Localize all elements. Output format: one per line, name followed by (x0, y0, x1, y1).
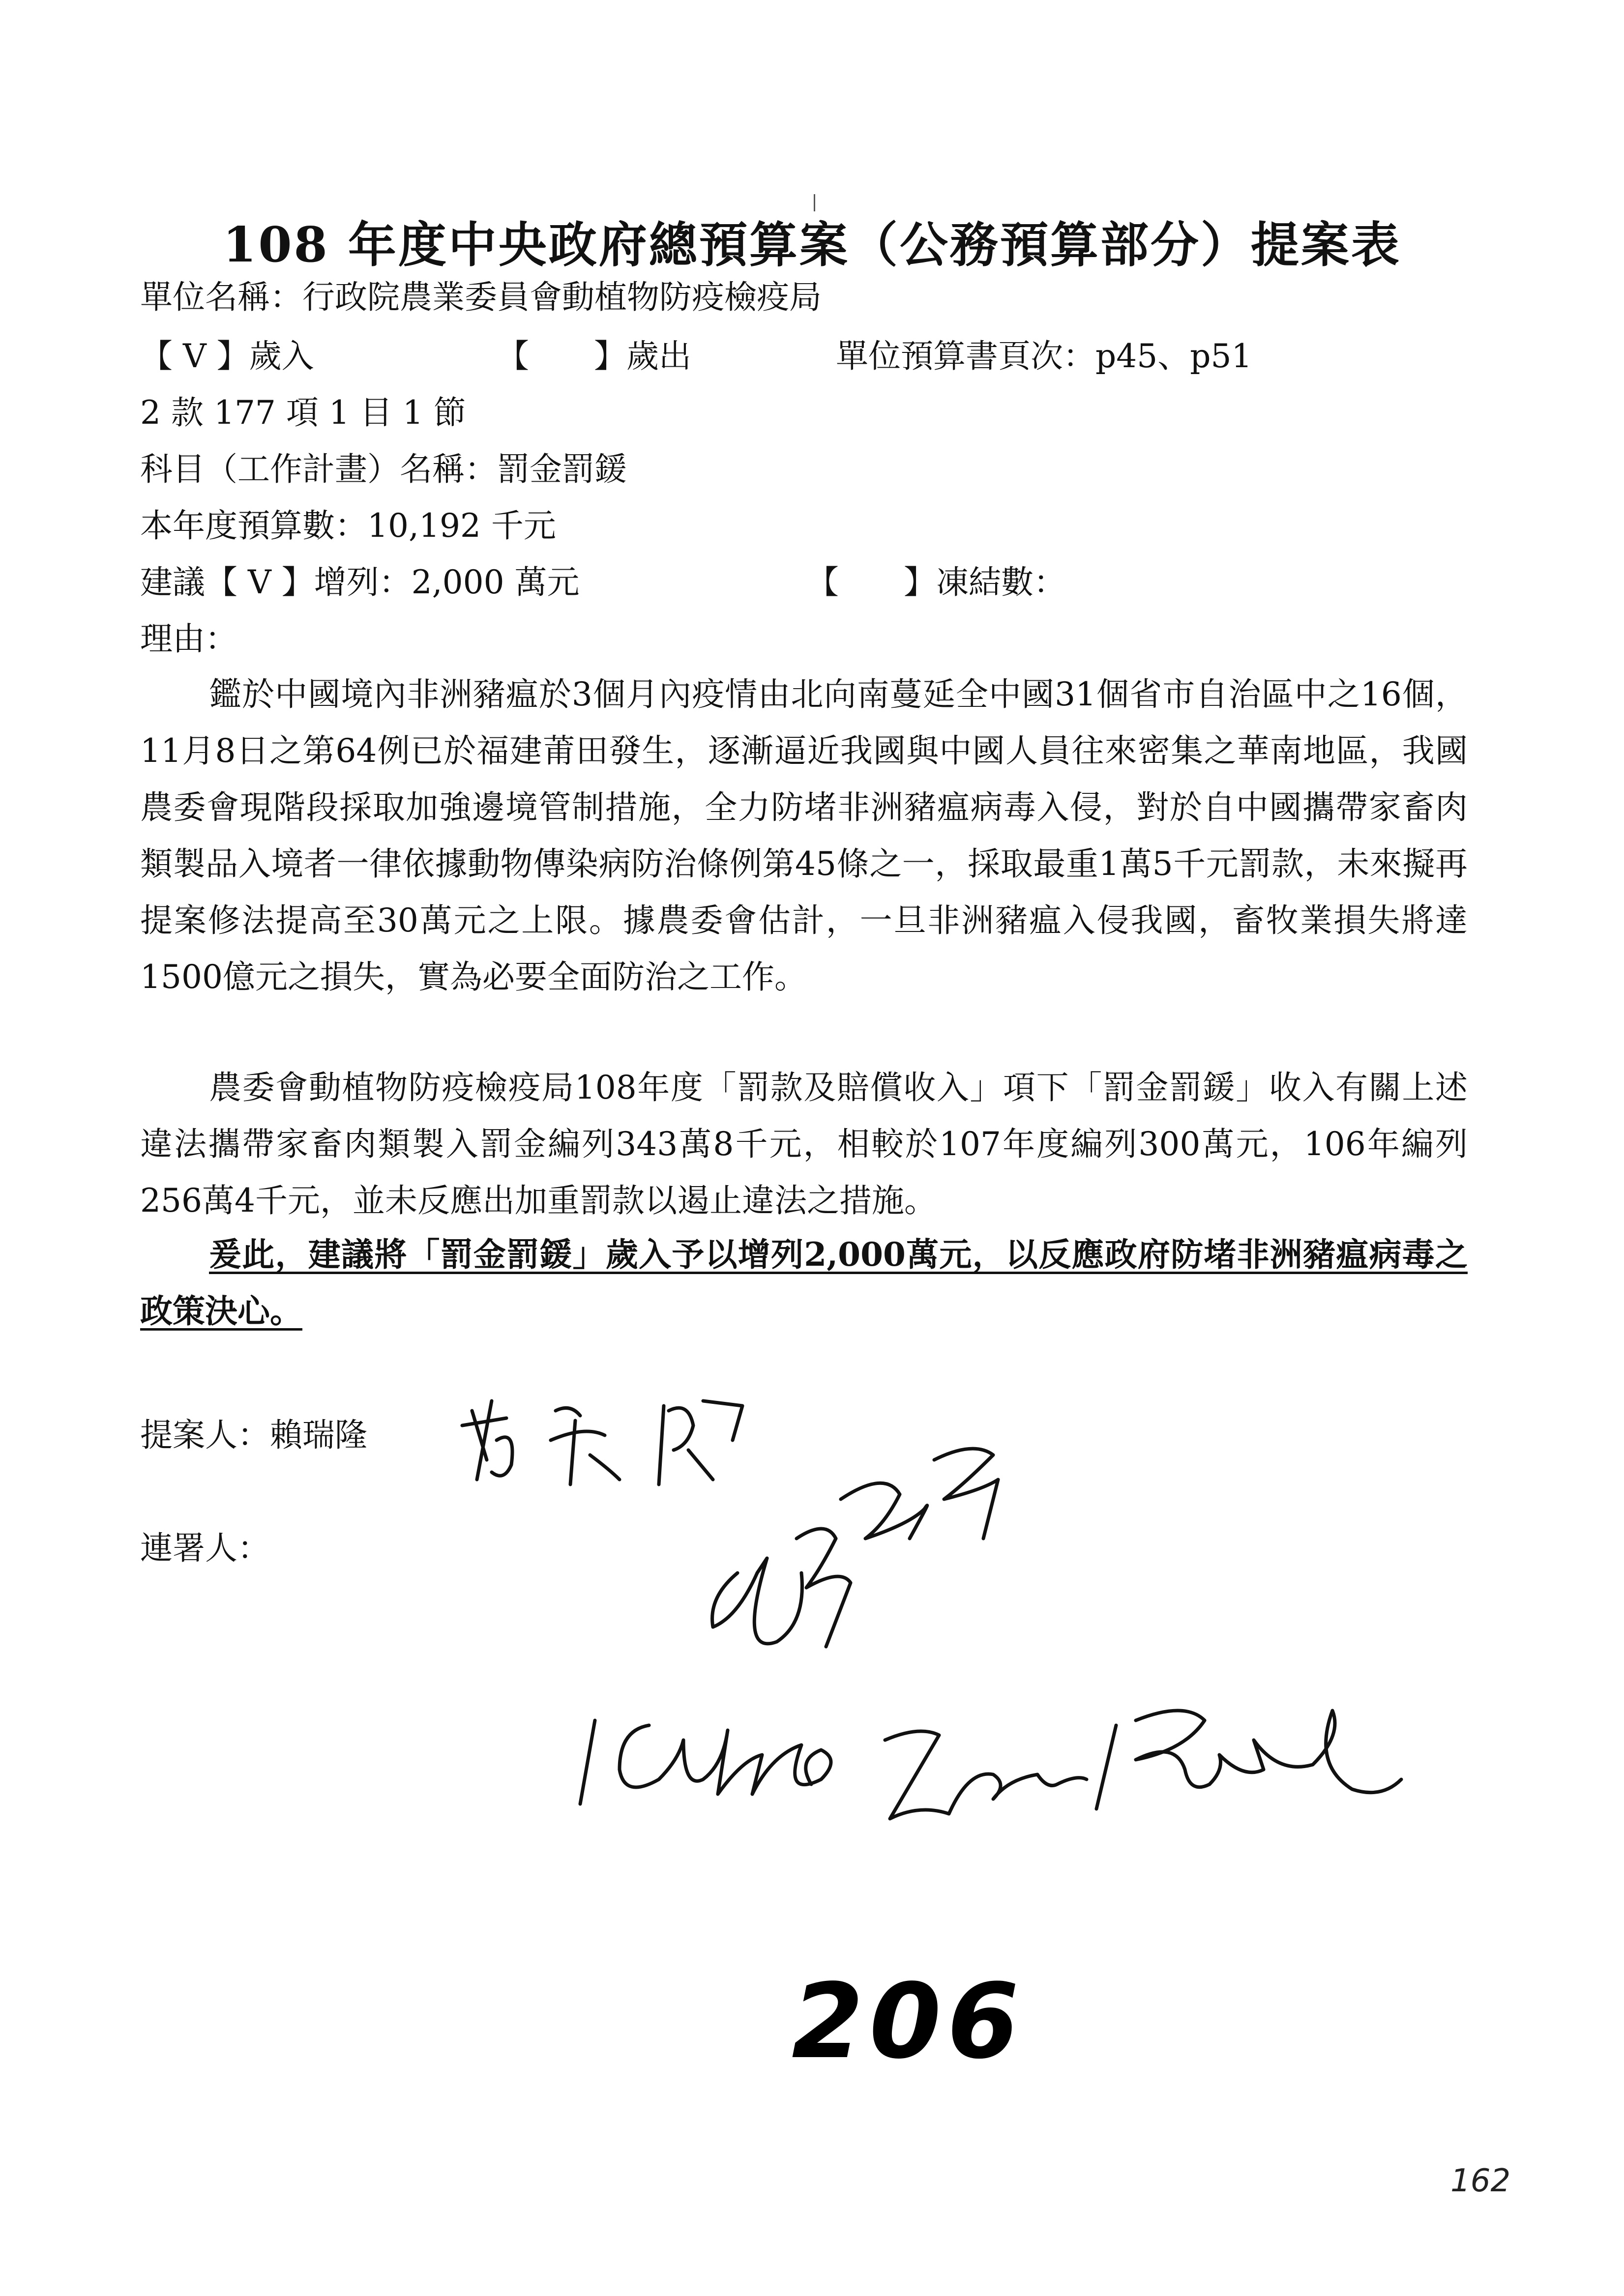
cosigner-label: 連署人： (140, 1529, 270, 1567)
cosigner-signature-1 (679, 1411, 1033, 1686)
unit-name: 單位名稱：行政院農業委員會動植物防疫檢疫局 (140, 278, 822, 316)
proposer-label: 提案人：賴瑞隆 (140, 1416, 367, 1454)
annual-budget: 本年度預算數：10,192 千元 (140, 507, 556, 545)
budget-page-reference: 單位預算書頁次：p45、p51 (836, 337, 1252, 375)
reason-label: 理由： (140, 620, 237, 658)
reason-paragraph-1: 鑑於中國境內非洲豬瘟於3個月內疫情由北向南蔓延全中國31個省市自治區中之16個，11月8日之第64例已於福建莆田發生，逐漸逼近我國與中國人員往來密集之華南地區，我國農委會現階段採取加強邊境管制措施，全力防堵非洲豬瘟病毒入侵，對於自中國攜帶家畜肉類製品入境者一律依據動物傳染病防治條例第45條之一，採取最重1萬5千元罰款，未來擬再提案修法提高至30萬元之上限。據農委會估計，一旦非洲豬瘟入侵我國，畜牧業損失將達1500億元之損失，實為必要全面防治之工作。 (140, 675, 1468, 996)
proposal-increase: 建議【 V 】增列：2,000 萬元 (140, 563, 580, 601)
cosigner-signature-2 (565, 1681, 1426, 1848)
corner-number: 162 (1450, 2163, 1511, 2199)
revenue-checkbox: 【 V 】歲入 (140, 337, 314, 375)
reason-paragraph-2: 農委會動植物防疫檢疫局108年度「罰款及賠償收入」項下「罰金罰鍰」收入有關上述違法攜帶家畜肉類製入罰金編列343萬8千元，相較於107年度編列300萬元，106年編列256萬4千元，並未反應出加重罰款以遏止違法之措施。 (140, 1069, 1468, 1220)
page-number: 206 (792, 1961, 1025, 2082)
item-number: 2 款 177 項 1 目 1 節 (140, 394, 466, 432)
subject-name: 科目（工作計畫）名稱：罰金罰鍰 (140, 450, 627, 488)
proposal-freeze: 【 】凍結數： (806, 563, 1066, 601)
conclusion-text: 爰此，建議將「罰金罰鍰」歲入予以增列2,000萬元，以反應政府防堵非洲豬瘟病毒之政策決心。 (140, 1235, 1468, 1330)
page-title: 108 年度中央政府總預算案（公務預算部分）提案表 (223, 217, 1401, 273)
conclusion-paragraph (140, 1226, 1468, 1339)
expenditure-checkbox: 【 】歲出 (497, 337, 691, 375)
